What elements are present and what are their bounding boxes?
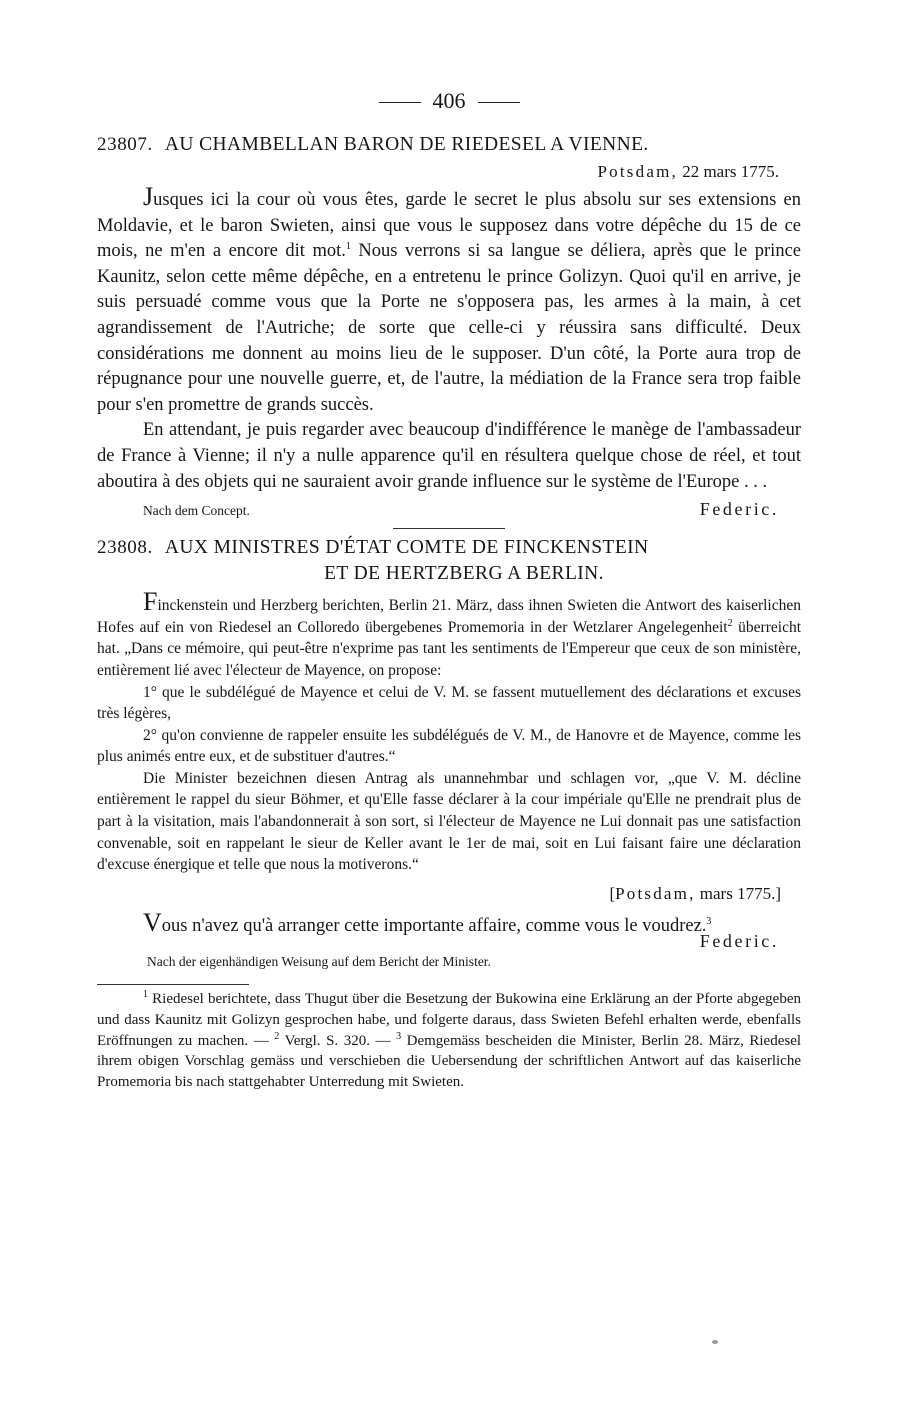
initial-letter: F	[143, 587, 158, 617]
source-note: Nach der eigenhändigen Weisung auf dem Bericht der Minister.	[147, 954, 491, 970]
place-name: Potsdam,	[597, 162, 678, 181]
summary-paragraph	[97, 589, 801, 681]
letter-place-date	[97, 882, 801, 906]
signature: Federic.	[699, 931, 779, 952]
book-page	[97, 84, 801, 1092]
initial-letter: J	[143, 182, 154, 211]
paragraph-text-cont: überreicht hat. „Dans ce mémoire, qui peut-être n'exprime pas tant les sentiments de l'Empereur que ceux de son ministère, entièrement lié avec l'électeur de Mayence, on propose:	[97, 618, 802, 679]
footnote-marker: 3	[396, 1030, 402, 1042]
bracket-open: [	[609, 883, 616, 903]
paragraph-text-cont: Nous verrons si sa langue se déliera, après que le prince Kaunitz, selon cette même dépêche, en a entretenu le prince Golizyn. Quoi qu'il en arrive, je suis persuadé comme vous que la Porte ne s'opposera pas, les armes à la main, à cet agrandissement de l'Autriche; de sorte que celle-ci y réussira sans difficulté. Deux considérations me donnent au moins lieu de le supposer. D'un côté, la Porte aura trop de répugnance pour une nouvelle guerre, et, de l'autre, la médiation de la France sera trop faible pour s'en promettre de grands succès.	[97, 241, 801, 415]
letter-paragraph: En attendant, je puis regarder avec beaucoup d'indifférence le manège de l'ambassadeur de France à Vienne; il n'y a nulle apparence qu'il en résultera quelque chose de réel, et tout aboutira à des objets qui ne sauraient avoir grande influence sur le système de l'Europe . . .	[97, 420, 801, 492]
footnote-ref: 3	[706, 915, 712, 927]
signature: Federic.	[699, 499, 779, 520]
letter-addressee: AU CHAMBELLAN BARON DE RIEDESEL A VIENNE.	[164, 134, 649, 155]
section-divider	[393, 528, 505, 529]
place-name: Potsdam,	[615, 883, 696, 903]
footnote-text: Demgemäss bescheiden die Minister, Berlin 28. März, Riedesel ihrem obigen Vorschlag gemäss und verschieben die Uebersendung der schriftlichen Antwort auf das kaiserliche Promemoria bis nach stattgehabter Unterredung mit Swieten.	[97, 1032, 802, 1090]
footnotes	[97, 989, 801, 1092]
letter-addressee-line2: ET DE HERTZBERG A BERLIN.	[324, 563, 604, 585]
paragraph-text: usques ici la cour où vous êtes, garde le secret le plus absolu sur ses extensions en Moldavie, et le baron Swieten, ainsi que vous le supposez dans votre dépêche du 15 de ce mois, ne m'en a encore dit mot.	[97, 190, 801, 262]
letter-paragraph	[97, 907, 801, 940]
page-number: 406	[432, 88, 466, 113]
running-header	[97, 84, 801, 118]
letter-number: 23807.	[97, 134, 153, 155]
letter-date: 22 mars 1775.	[682, 162, 779, 181]
header-dash-left	[379, 102, 421, 103]
letter-date: mars 1775.]	[699, 883, 781, 903]
footnote-ref: 1	[345, 241, 351, 253]
letter-number: 23808.	[97, 537, 153, 559]
initial-letter: V	[143, 907, 162, 937]
summary-paragraph: Die Minister bezeichnen diesen Antrag als unannehmbar und schlagen vor, „que V. M. décline entièrement le rappel du sieur Böhmer, et qu'Elle fasse déclarer à la cour impériale qu'Elle ne prendrait plus de part à la visitation, mais l'abandonnerait à son sort, si l'électeur de Mayence ne Lui donnait pas une satisfaction convenable, soit en rappelant le sieur de Keller avant le 1er de mai, soit en Lui faisant faire une déclaration d'excuse énergique et telle que nous la motiverons.“	[97, 769, 801, 874]
footnote-text: Riedesel berichtete, dass Thugut über die Besetzung der Bukowina eine Erklärung an der Pforte abgegeben und dass Kaunitz mit Golizyn gesprochen habe, und folgerte daraus, dass Swieten Befehl erhalten werde, ebenfalls Eröffnungen zu machen. —	[97, 991, 801, 1049]
paragraph-text: ous n'avez qu'à arranger cette importante affaire, comme vous le voudrez.	[161, 915, 707, 936]
paper-speck	[712, 1340, 718, 1344]
letter-heading-23808	[97, 535, 801, 587]
footnote-marker: 2	[274, 1030, 280, 1042]
footnote-rule	[97, 984, 249, 985]
header-dash-right	[478, 102, 520, 103]
source-note: Nach dem Concept.	[143, 503, 250, 519]
letter-paragraph	[97, 184, 801, 418]
paragraph-text: inckenstein und Herzberg berichten, Berlin 21. März, dass ihnen Swieten die Antwort des kaiserlichen Hofes auf ein von Riedesel an Colloredo übergebenes Promemoria in der Wetzlarer Angelegenheit	[97, 597, 801, 636]
footnote-ref: 2	[727, 617, 733, 629]
footnote-text: Vergl. S. 320. —	[279, 1032, 391, 1049]
summary-paragraph: 1° que le subdélégué de Mayence et celui de V. M. se fassent mutuellement des déclarations et excuses très légères,	[97, 683, 801, 723]
source-signature-row	[97, 499, 801, 520]
letter-heading-23807	[97, 132, 801, 158]
letter-place-date	[97, 160, 801, 184]
footnote-marker: 1	[143, 989, 148, 1001]
summary-paragraph: 2° qu'on convienne de rappeler ensuite les subdélégués de V. M., de Hanovre et de Mayence, comme les plus animés entre eux, et de substituer d'autres.“	[97, 726, 801, 766]
letter-addressee: AUX MINISTRES D'ÉTAT COMTE DE FINCKENSTEIN	[164, 537, 649, 559]
